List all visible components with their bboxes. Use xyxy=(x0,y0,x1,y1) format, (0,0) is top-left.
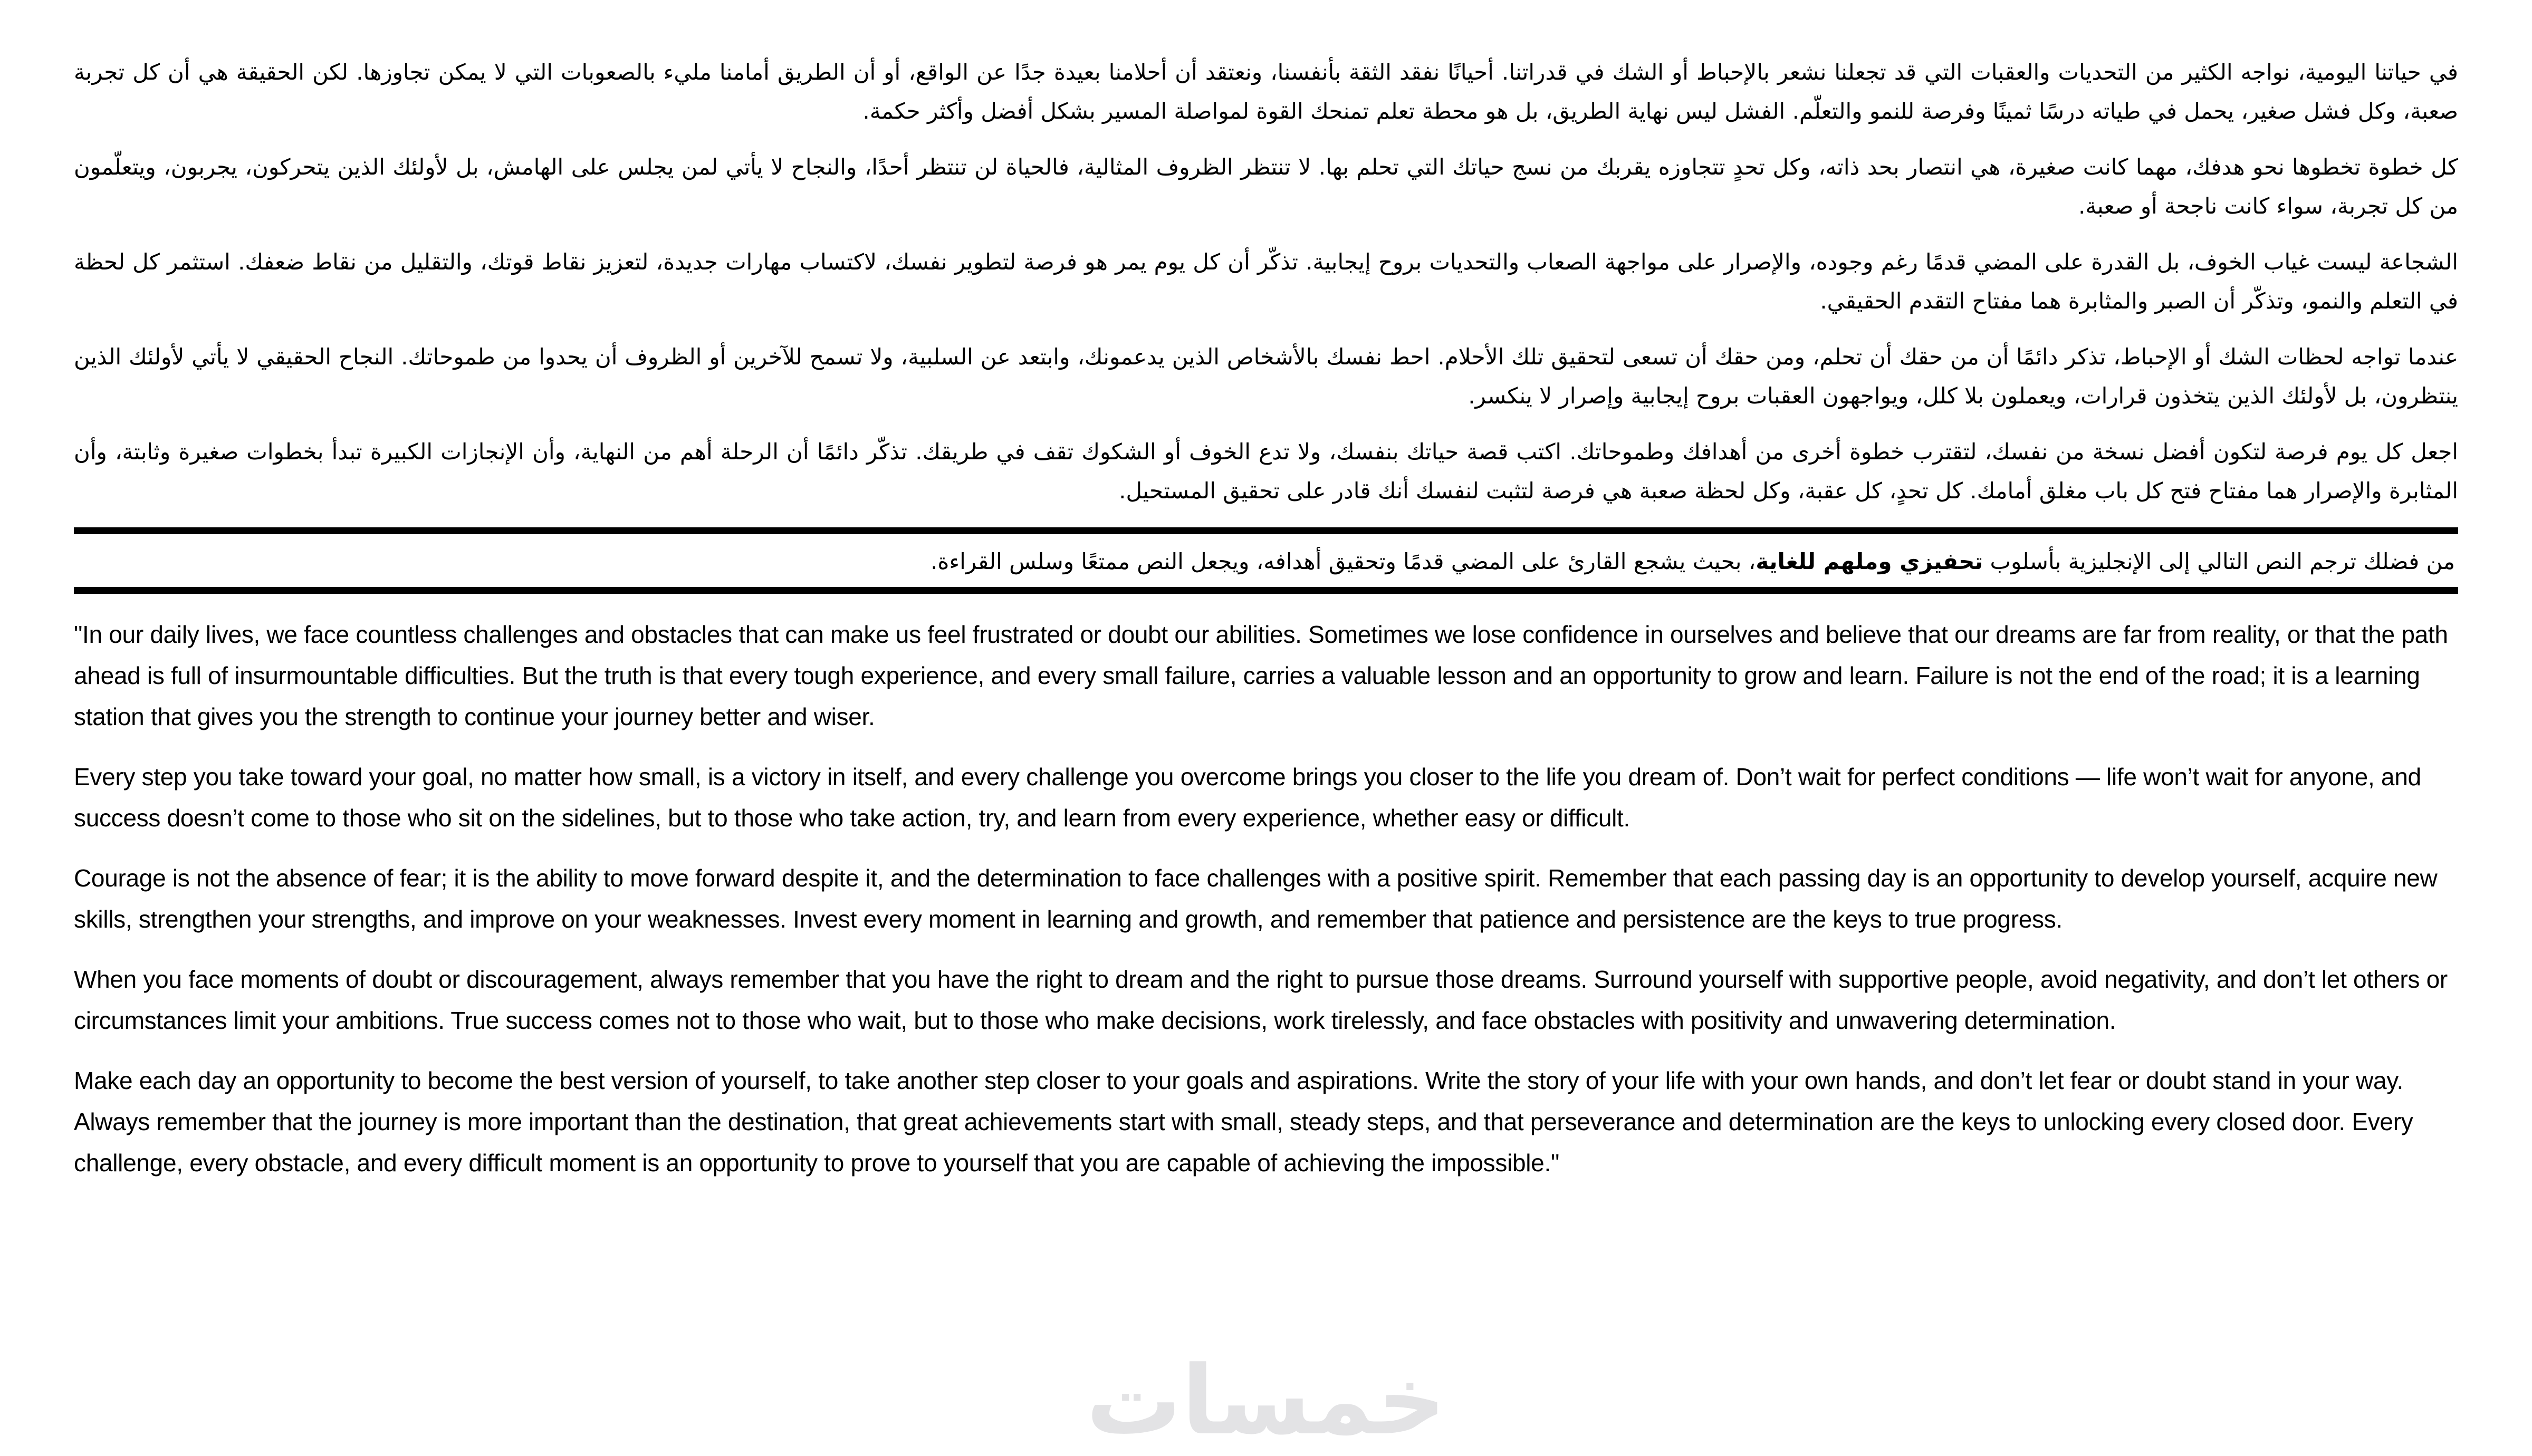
arabic-paragraph: في حياتنا اليومية، نواجه الكثير من التحديات والعقبات التي قد تجعلنا نشعر بالإحباط أو الشك في قدراتنا. أحيانًا نفقد الثقة بأنفسنا، ونعتقد أن أحلامنا بعيدة جدًا عن الواقع، أو أن الطريق أمامنا مليء بالصعوبات التي لا يمكن تجاوزها. لكن الحقيقة هي أن كل تجربة صعبة، وكل فشل صغير، يحمل في طياته درسًا ثمينًا وفرصة للنمو والتعلّم. الفشل ليس نهاية الطريق، بل هو محطة تعلم تمنحك القوة لمواصلة المسير بشكل أفضل وأكثر حكمة. xyxy=(74,59,2458,124)
arabic-paragraph: كل خطوة تخطوها نحو هدفك، مهما كانت صغيرة، هي انتصار بحد ذاته، وكل تحدٍ تتجاوزه يقربك من نسج حياتك التي تحلم بها. لا تنتظر الظروف المثالية، فالحياة لن تنتظر أحدًا، والنجاح لا يأتي لمن يجلس على الهامش، بل لأولئك الذين يتحركون، يجربون، ويتعلّمون من كل تجربة، سواء كانت ناجحة أو صعبة. xyxy=(74,154,2458,219)
request-suffix: ، بحيث يشجع القارئ على المضي قدمًا وتحقيق أهدافه، ويجعل النص ممتعًا وسلس القراءة. xyxy=(931,548,1756,574)
request-prefix: من فضلك ترجم النص التالي إلى الإنجليزية بأسلوب xyxy=(1983,548,2455,574)
arabic-paragraph: اجعل كل يوم فرصة لتكون أفضل نسخة من نفسك، لتقترب خطوة أخرى من أهدافك وطموحاتك. اكتب قصة حياتك بنفسك، ولا تدع الخوف أو الشكوك تقف في طريقك. تذكّر دائمًا أن الرحلة أهم من النهاية، وأن الإنجازات الكبيرة تبدأ بخطوات صغيرة وثابتة، وأن المثابرة والإصرار هما مفتاح فتح كل باب مغلق أمامك. كل تحدٍ، كل عقبة، وكل لحظة صعبة هي فرصة لتثبت لنفسك أنك قادر على تحقيق المستحيل. xyxy=(74,439,2458,504)
english-paragraph: Every step you take toward your goal, no matter how small, is a victory in itself, and every challenge you overcome brings you closer to the life you dream of. Don’t wait for perfect conditions — life won’t wait for anyone, and success doesn’t come to those who sit on the sidelines, but to those who take action, try, and learn from every experience, whether easy or difficult. xyxy=(74,763,2421,832)
english-translation-text xyxy=(74,614,2458,1183)
english-paragraph: "In our daily lives, we face countless challenges and obstacles that can make us feel frustrated or doubt our abilities. Sometimes we lose confidence in ourselves and believe that our dreams are far from reality, or that the path ahead is full of insurmountable difficulties. But the truth is that every tough experience, and every small failure, carries a valuable lesson and an opportunity to grow and learn. Failure is not the end of the road; it is a learning station that gives you the strength to continue your journey better and wiser. xyxy=(74,621,2448,730)
arabic-paragraph: الشجاعة ليست غياب الخوف، بل القدرة على المضي قدمًا رغم وجوده، والإصرار على مواجهة الصعاب والتحديات بروح إيجابية. تذكّر أن كل يوم يمر هو فرصة لتطوير نفسك، لاكتساب مهارات جديدة، لتعزيز نقاط قوتك، والتقليل من نقاط ضعفك. استثمر كل لحظة في التعلم والنمو، وتذكّر أن الصبر والمثابرة هما مفتاح التقدم الحقيقي. xyxy=(74,249,2458,314)
english-paragraph: Courage is not the absence of fear; it is the ability to move forward despite it, and the determination to face challenges with a positive spirit. Remember that each passing day is an opportunity to develop yourself, acquire new skills, strengthen your strengths, and improve on your weaknesses. Invest every moment in learning and growth, and remember that patience and persistence are the keys to true progress. xyxy=(74,864,2438,933)
divider-rule-top xyxy=(74,527,2458,534)
arabic-source-text xyxy=(74,53,2458,510)
english-paragraph: Make each day an opportunity to become the best version of yourself, to take another step closer to your goals and aspirations. Write the story of your life with your own hands, and don’t let fear or doubt stand in your way. Always remember that the journey is more important than the destination, that great achievements start with small, steady steps, and that perseverance and determination are the keys to unlocking every closed door. Every challenge, every obstacle, and every difficult moment is an opportunity to prove to yourself that you are capable of achieving the impossible." xyxy=(74,1067,2413,1177)
request-emphasis: تحفيزي وملهم للغاية xyxy=(1756,548,1983,574)
arabic-paragraph: عندما تواجه لحظات الشك أو الإحباط، تذكر دائمًا أن من حقك أن تحلم، ومن حقك أن تسعى لتحقيق تلك الأحلام. احط نفسك بالأشخاص الذين يدعمونك، وابتعد عن السلبية، ولا تسمح للآخرين أو الظروف أن يحدوا من طموحاتك. النجاح الحقيقي لا يأتي لأولئك الذين ينتظرون، بل لأولئك الذين يتخذون قرارات، ويعملون بلا كلل، ويواجهون العقبات بروح إيجابية وإصرار لا ينكسر. xyxy=(74,344,2458,409)
divider-rule-bottom xyxy=(74,587,2458,594)
english-paragraph: When you face moments of doubt or discouragement, always remember that you have the right to dream and the right to pursue those dreams. Surround yourself with supportive people, avoid negativity, and don’t let others or circumstances limit your ambitions. True success comes not to those who wait, but to those who make decisions, work tirelessly, and face obstacles with positivity and unwavering determination. xyxy=(74,966,2448,1034)
khamsat-watermark: خمسات xyxy=(1086,1346,1446,1456)
translation-request-text xyxy=(74,534,2458,587)
translation-request-banner xyxy=(74,527,2458,594)
